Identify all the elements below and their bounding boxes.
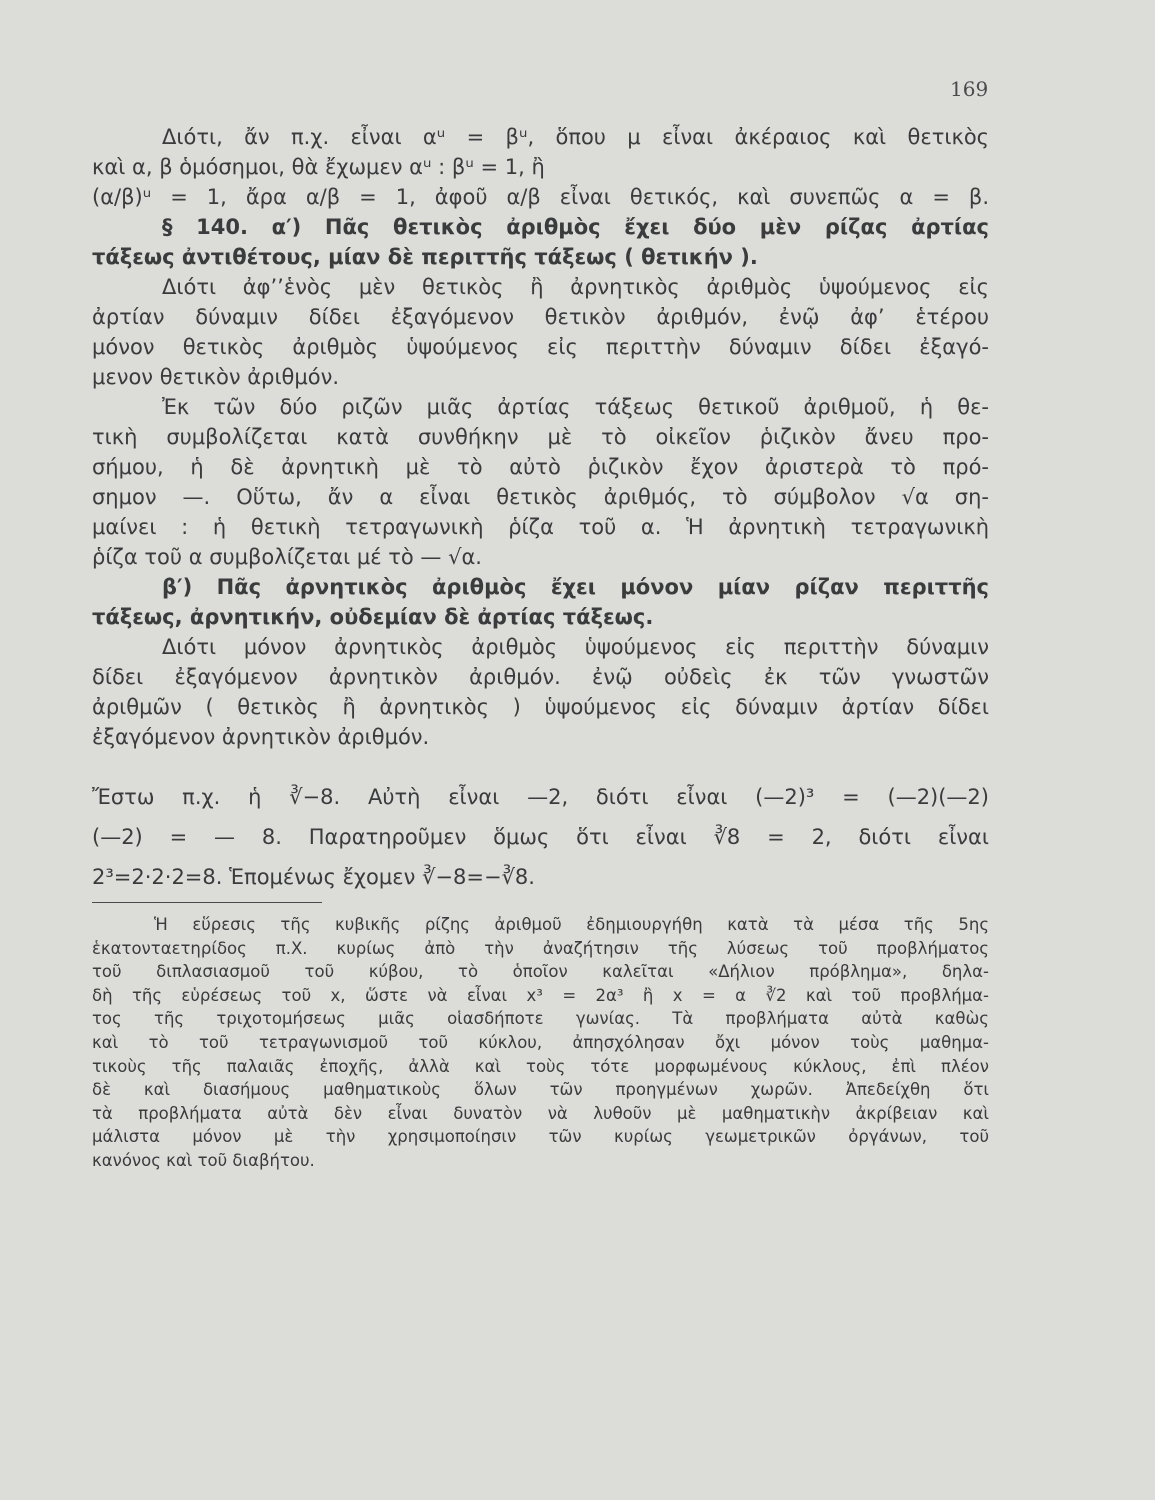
text-line: (α/β)ᵘ = 1, ἄρα α/β = 1, ἀφοῦ α/β εἶναι θετικός, καὶ συνεπῶς α = β. <box>92 185 989 209</box>
footnote-line: ἑκατονταετηρίδος π.Χ. κυρίως ἀπὸ τὴν ἀναζήτησιν τῆς λύσεως τοῦ προβλήματος <box>92 938 989 958</box>
footnote-line: καὶ τὸ τοῦ τετραγωνισμοῦ τοῦ κύκλου, ἀπησχόλησαν ὄχι μόνον τοὺς μαθημα- <box>92 1032 989 1052</box>
text-line: μόνον θετικὸς ἀριθμὸς ὑψούμενος εἰς περιττὴν δύναμιν δίδει ἐξαγό- <box>92 335 989 359</box>
footnote-line: δὲ καὶ διασήμους μαθηματικοὺς ὅλων τῶν προηγμένων χωρῶν. Ἀπεδείχθη ὅτι <box>92 1080 989 1100</box>
text-line: σημον —. Οὕτω, ἄν α εἶναι θετικὸς ἀριθμός, τὸ σύμβολον √α ση- <box>92 485 989 509</box>
text-line: Ἐκ τῶν δύο ριζῶν μιᾶς ἀρτίας τάξεως θετικοῦ ἀριθμοῦ, ἡ θε- <box>162 395 989 419</box>
main-text <box>92 122 989 1173</box>
text-line: ἐξαγόμενον ἀρνητικὸν ἀριθμόν. <box>92 725 430 749</box>
text-line: τικὴ συμβολίζεται κατὰ συνθήκην μὲ τὸ οἰκεῖον ῥιζικὸν ἄνευ προ- <box>92 425 989 449</box>
footnote-line: κανόνος καὶ τοῦ διαβήτου. <box>92 1150 315 1170</box>
text-line: Διότι ἀφ’’ἑνὸς μὲν θετικὸς ἢ ἀρνητικὸς ἀριθμὸς ὑψούμενος εἰς <box>162 275 989 299</box>
section-heading: τάξεως, ἀρνητικήν, οὐδεμίαν δὲ ἀρτίας τάξεως. <box>92 605 654 629</box>
footnote-line: Ἡ εὕρεσις τῆς κυβικῆς ρίζης ἀριθμοῦ ἐδημιουργήθη κατὰ τὰ μέσα τῆς 5ης <box>154 915 989 934</box>
footnote-line: τοῦ διπλασιασμοῦ τοῦ κύβου, τὸ ὁποῖον καλεῖται «Δήλιον πρόβλημα», δηλα- <box>92 962 989 982</box>
text-line: σήμου, ἡ δὲ ἀρνητικὴ μὲ τὸ αὐτὸ ῥιζικὸν ἔχον ἀριστερὰ τὸ πρό- <box>92 455 989 479</box>
text-line: Διότι μόνον ἀρνητικὸς ἀριθμὸς ὑψούμενος εἰς περιττὴν δύναμιν <box>162 635 989 659</box>
text-line: Ἔστω π.χ. ἡ ∛−8. Αὐτὴ εἶναι —2, διότι εἶναι (—2)³ = (—2)(—2) <box>92 785 989 809</box>
footnote-line: τικοὺς τῆς παλαιᾶς ἐποχῆς, ἀλλὰ καὶ τοὺς τότε μορφωμένους κύκλους, ἐπὶ πλέον <box>92 1056 989 1076</box>
footnote-rule <box>92 902 322 903</box>
text-line: δίδει ἐξαγόμενον ἀρνητικὸν ἀριθμόν. ἐνῷ οὐδεὶς ἐκ τῶν γνωστῶν <box>92 665 989 689</box>
section-heading: τάξεως ἀντιθέτους, μίαν δὲ περιττῆς τάξεως ( θετικήν ). <box>92 245 758 269</box>
text-line: ἀριθμῶν ( θετικὸς ἢ ἀρνητικὸς ) ὑψούμενος εἰς δύναμιν ἀρτίαν δίδει <box>92 695 989 719</box>
section-heading: § 140. α′) Πᾶς θετικὸς ἀριθμὸς ἔχει δύο μὲν ρίζας ἀρτίας <box>162 215 989 239</box>
text-line: ῥίζα τοῦ α συμβολίζεται μέ τὸ — √α. <box>92 545 482 569</box>
text-line: μαίνει : ἡ θετικὴ τετραγωνικὴ ῥίζα τοῦ α. Ἡ ἀρνητικὴ τετραγωνικὴ <box>92 515 989 539</box>
text-line: ἀρτίαν δύναμιν δίδει ἐξαγόμενον θετικὸν ἀριθμόν, ἐνῷ ἀφ’ ἑτέρου <box>92 305 989 329</box>
footnote-line: τὰ προβλήματα αὐτὰ δὲν εἶναι δυνατὸν νὰ λυθοῦν μὲ μαθηματικὴν ἀκρίβειαν καὶ <box>92 1103 989 1123</box>
text-line: Διότι, ἄν π.χ. εἶναι αᵘ = βᵘ, ὅπου μ εἶναι ἀκέραιος καὶ θετικὸς <box>162 125 989 149</box>
footnote-line: μάλιστα μόνον μὲ τὴν χρησιμοποίησιν τῶν κυρίως γεωμετρικῶν ὀργάνων, τοῦ <box>92 1127 989 1147</box>
text-line: (—2) = — 8. Παρατηροῦμεν ὅμως ὅτι εἶναι ∛8 = 2, διότι εἶναι <box>92 825 989 849</box>
text-line: μενον θετικὸν ἀριθμόν. <box>92 365 340 389</box>
footnote-line: τος τῆς τριχοτομήσεως μιᾶς οἱασδήποτε γωνίας. Τὰ προβλήματα αὐτὰ καθὼς <box>92 1009 989 1029</box>
section-heading: β′) Πᾶς ἀρνητικὸς ἀριθμὸς ἔχει μόνον μίαν ρίζαν περιττῆς <box>162 575 989 599</box>
page-number: 169 <box>950 77 989 101</box>
footnote-line: δὴ τῆς εὑρέσεως τοῦ x, ὥστε νὰ εἶναι x³ = 2α³ ἢ x = α ∛2 καὶ τοῦ προβλήμα- <box>92 985 989 1005</box>
footnote <box>92 913 989 1173</box>
text-line: 2³=2·2·2=8. Ἑπομένως ἔχομεν ∛−8=−∛8. <box>92 865 535 889</box>
text-line: καὶ α, β ὁμόσημοι, θὰ ἔχωμεν αᵘ : βᵘ = 1, ἢ <box>92 155 545 179</box>
